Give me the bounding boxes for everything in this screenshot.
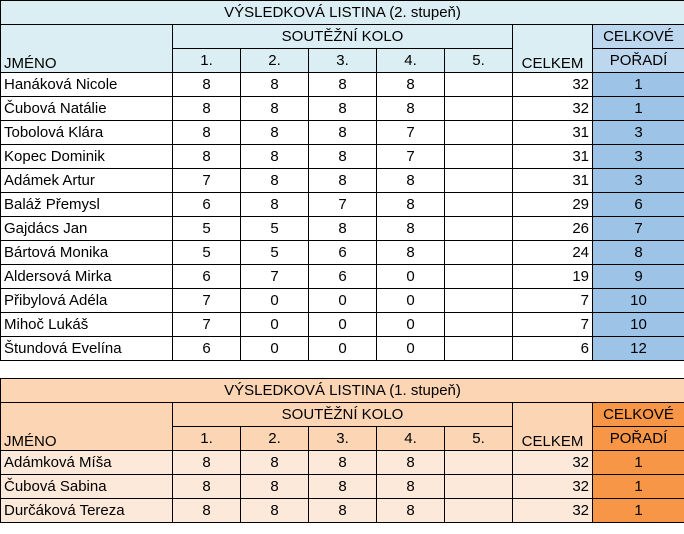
cell-round-2: 8 [241,121,309,145]
cell-rank: 3 [593,145,684,169]
table-row [1,97,684,121]
cell-round-4: 0 [377,337,445,361]
results-table-grade-1 [0,378,684,523]
cell-round-3: 6 [309,265,377,289]
cell-name: Gajdács Jan [1,217,173,241]
cell-round-1: 7 [173,313,241,337]
cell-round-4: 8 [377,217,445,241]
table-row [1,241,684,265]
cell-round-5 [445,313,513,337]
cell-round-4: 0 [377,313,445,337]
cell-round-2: 8 [241,73,309,97]
column-header-rounds: SOUTĚŽNÍ KOLO [173,403,513,427]
table-row [1,337,684,361]
cell-name: Čubová Natálie [1,97,173,121]
cell-rank: 10 [593,313,684,337]
cell-total: 32 [513,499,593,523]
cell-total: 24 [513,241,593,265]
cell-round-1: 8 [173,73,241,97]
cell-name: Durčáková Tereza [1,499,173,523]
cell-rank: 6 [593,193,684,217]
cell-total: 6 [513,337,593,361]
cell-name: Aldersová Mirka [1,265,173,289]
cell-round-4: 7 [377,121,445,145]
cell-round-3: 8 [309,451,377,475]
round-header-3: 3. [309,49,377,73]
cell-total: 26 [513,217,593,241]
cell-round-5 [445,169,513,193]
cell-name: Adámek Artur [1,169,173,193]
column-header-total: CELKEM [513,25,593,73]
cell-name: Hanáková Nicole [1,73,173,97]
cell-name: Mihoč Lukáš [1,313,173,337]
cell-round-4: 8 [377,499,445,523]
round-header-1: 1. [173,427,241,451]
cell-round-5 [445,145,513,169]
round-header-5: 5. [445,49,513,73]
cell-round-1: 8 [173,145,241,169]
cell-round-1: 6 [173,193,241,217]
cell-round-1: 8 [173,475,241,499]
cell-round-2: 0 [241,289,309,313]
table-row [1,217,684,241]
cell-total: 19 [513,265,593,289]
table-spacer [0,361,684,378]
cell-rank: 3 [593,121,684,145]
cell-name: Štundová Evelína [1,337,173,361]
cell-rank: 1 [593,499,684,523]
cell-round-1: 8 [173,499,241,523]
cell-round-5 [445,289,513,313]
column-header-rank-line1: CELKOVÉ [593,25,684,49]
cell-round-4: 8 [377,73,445,97]
cell-round-1: 8 [173,451,241,475]
cell-round-3: 8 [309,169,377,193]
header-row-1 [1,403,684,427]
cell-round-4: 8 [377,169,445,193]
cell-name: Tobolová Klára [1,121,173,145]
cell-round-3: 8 [309,145,377,169]
cell-rank: 1 [593,97,684,121]
cell-round-3: 6 [309,241,377,265]
cell-round-2: 0 [241,313,309,337]
cell-name: Bártová Monika [1,241,173,265]
cell-round-4: 0 [377,265,445,289]
round-header-1: 1. [173,49,241,73]
cell-round-5 [445,451,513,475]
cell-round-2: 8 [241,451,309,475]
table-row [1,265,684,289]
cell-total: 7 [513,313,593,337]
cell-round-3: 8 [309,475,377,499]
cell-round-2: 5 [241,217,309,241]
cell-rank: 3 [593,169,684,193]
cell-rank: 9 [593,265,684,289]
cell-round-1: 6 [173,265,241,289]
round-header-4: 4. [377,427,445,451]
cell-round-2: 8 [241,193,309,217]
cell-round-3: 0 [309,337,377,361]
cell-rank: 7 [593,217,684,241]
table-title: VÝSLEDKOVÁ LISTINA (2. stupeň) [1,1,684,25]
cell-round-2: 7 [241,265,309,289]
table-row [1,475,684,499]
round-header-5: 5. [445,427,513,451]
cell-round-2: 8 [241,499,309,523]
cell-round-2: 8 [241,97,309,121]
cell-round-1: 7 [173,169,241,193]
cell-round-4: 7 [377,145,445,169]
table-row [1,145,684,169]
cell-round-2: 8 [241,145,309,169]
cell-rank: 1 [593,73,684,97]
cell-round-5 [445,499,513,523]
round-header-4: 4. [377,49,445,73]
cell-name: Adámková Míša [1,451,173,475]
column-header-rank-line2: POŘADÍ [593,49,684,73]
cell-round-3: 8 [309,499,377,523]
cell-round-3: 8 [309,97,377,121]
table-row [1,313,684,337]
cell-round-2: 8 [241,475,309,499]
cell-round-1: 6 [173,337,241,361]
table-title-row [1,1,684,25]
cell-rank: 1 [593,475,684,499]
cell-round-2: 5 [241,241,309,265]
round-header-2: 2. [241,427,309,451]
cell-total: 31 [513,145,593,169]
table-title-row [1,379,684,403]
cell-total: 7 [513,289,593,313]
round-header-2: 2. [241,49,309,73]
cell-round-4: 8 [377,193,445,217]
cell-total: 31 [513,169,593,193]
cell-round-3: 0 [309,313,377,337]
cell-round-4: 8 [377,97,445,121]
cell-round-4: 8 [377,475,445,499]
cell-name: Baláž Přemysl [1,193,173,217]
table-row [1,169,684,193]
cell-rank: 12 [593,337,684,361]
cell-round-5 [445,337,513,361]
header-row-1 [1,25,684,49]
cell-round-5 [445,193,513,217]
cell-round-5 [445,265,513,289]
cell-total: 32 [513,475,593,499]
table-row [1,451,684,475]
cell-round-5 [445,97,513,121]
cell-total: 32 [513,451,593,475]
cell-name: Kopec Dominik [1,145,173,169]
table-row [1,193,684,217]
cell-total: 29 [513,193,593,217]
cell-round-1: 7 [173,289,241,313]
cell-round-1: 5 [173,241,241,265]
cell-rank: 1 [593,451,684,475]
cell-round-2: 0 [241,337,309,361]
table-row [1,289,684,313]
cell-round-5 [445,217,513,241]
cell-round-5 [445,475,513,499]
cell-round-3: 8 [309,73,377,97]
cell-name: Přibylová Adéla [1,289,173,313]
column-header-rank-line1: CELKOVÉ [593,403,684,427]
column-header-rank-line2: POŘADÍ [593,427,684,451]
table-row [1,73,684,97]
cell-total: 31 [513,121,593,145]
cell-round-3: 7 [309,193,377,217]
cell-round-5 [445,121,513,145]
cell-round-3: 0 [309,289,377,313]
cell-round-3: 8 [309,121,377,145]
column-header-total: CELKEM [513,403,593,451]
cell-round-4: 8 [377,451,445,475]
column-header-rounds: SOUTĚŽNÍ KOLO [173,25,513,49]
cell-round-5 [445,73,513,97]
cell-round-1: 8 [173,97,241,121]
cell-total: 32 [513,73,593,97]
cell-round-4: 0 [377,289,445,313]
table-row [1,499,684,523]
cell-rank: 8 [593,241,684,265]
cell-round-5 [445,241,513,265]
column-header-name: JMÉNO [1,25,173,73]
column-header-name: JMÉNO [1,403,173,451]
cell-round-4: 8 [377,241,445,265]
cell-round-1: 8 [173,121,241,145]
table-title: VÝSLEDKOVÁ LISTINA (1. stupeň) [1,379,684,403]
cell-round-2: 8 [241,169,309,193]
cell-rank: 10 [593,289,684,313]
round-header-3: 3. [309,427,377,451]
cell-total: 32 [513,97,593,121]
cell-name: Čubová Sabina [1,475,173,499]
table-row [1,121,684,145]
cell-round-1: 5 [173,217,241,241]
cell-round-3: 8 [309,217,377,241]
